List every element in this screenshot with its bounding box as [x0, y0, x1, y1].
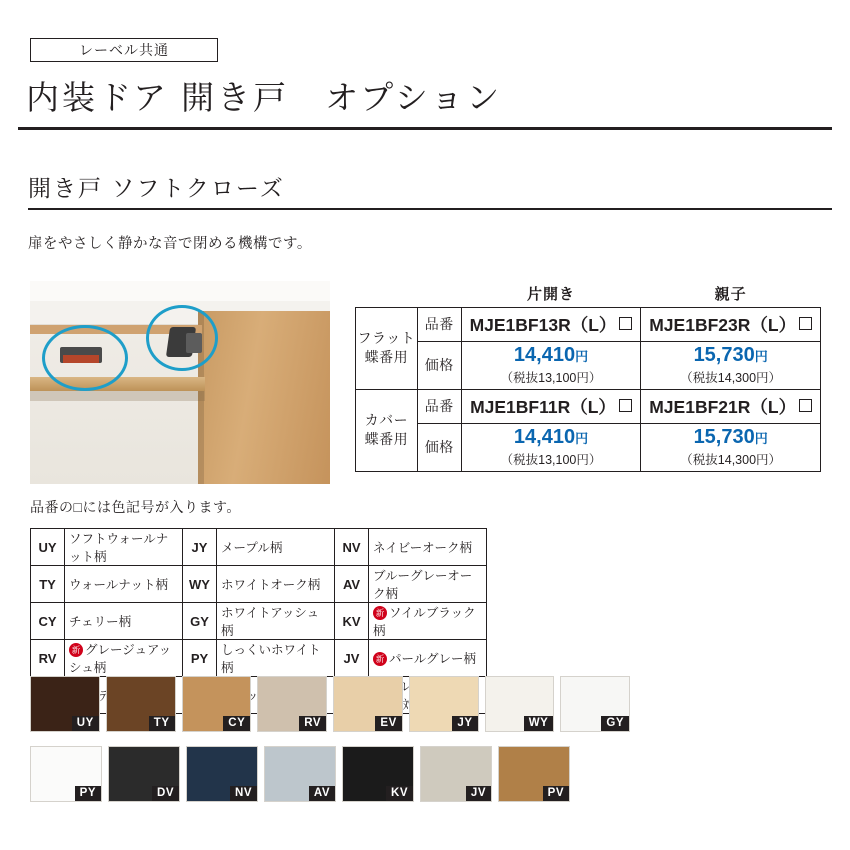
- section-title: 開き戸 ソフトクローズ: [28, 175, 285, 201]
- section-divider: [28, 208, 832, 210]
- swatch-code-label: KV: [386, 786, 413, 801]
- swatch-code-label: EV: [375, 716, 401, 731]
- new-badge-icon: 新: [373, 652, 387, 666]
- spec-row-cover-code: [356, 389, 821, 423]
- spec-code-cover-double: [641, 389, 821, 423]
- color-code-value: ホワイトアッシュ柄: [217, 603, 335, 640]
- swatch[interactable]: [30, 676, 100, 732]
- color-code-row: [31, 529, 487, 566]
- spec-price-cover-single-value: 14,410: [513, 426, 576, 448]
- swatch-code-label: WY: [524, 716, 554, 731]
- color-code-key: JV: [335, 640, 369, 677]
- swatch-code-label: AV: [309, 786, 335, 801]
- spec-rowlabel-flat-line2: 蝶番用: [364, 349, 409, 365]
- spec-code-flat-double: [641, 307, 821, 341]
- new-badge-icon: 新: [69, 643, 83, 657]
- photo-ceiling-highlight: [30, 281, 330, 301]
- color-code-value: メープル柄: [217, 529, 335, 566]
- spec-table-wrapper: [355, 281, 821, 472]
- spec-rowlabel-cover-line1: カバー: [364, 412, 409, 429]
- spec-code-label-flat: 品番: [417, 307, 461, 341]
- title-divider: [18, 127, 832, 130]
- swatch[interactable]: [409, 676, 479, 732]
- product-photo: [30, 281, 330, 484]
- swatch[interactable]: [498, 746, 570, 802]
- color-code-row: [31, 640, 487, 677]
- spec-price-label-cover: 価格: [417, 423, 461, 471]
- swatch[interactable]: [420, 746, 492, 802]
- color-code-value: 新 パールグレー柄: [369, 640, 487, 677]
- page-title: 内装ドア 開き戸 オプション: [26, 79, 503, 116]
- swatch-row: [30, 676, 630, 732]
- yen-unit: 円: [754, 431, 768, 446]
- swatch-grid: [30, 676, 630, 816]
- spec-column-header-2: 親子: [714, 286, 747, 304]
- color-code-row: [31, 603, 487, 640]
- color-code-key: JY: [183, 529, 217, 566]
- spec-header-spacer-1: [356, 281, 418, 307]
- spec-code-label-cover: 品番: [417, 389, 461, 423]
- swatch-code-label: CY: [223, 716, 250, 731]
- spec-price-flat-double-tax: （税抜14,300円）: [680, 371, 782, 385]
- swatch[interactable]: [342, 746, 414, 802]
- swatch-code-label: GY: [601, 716, 629, 731]
- spec-code-cover-single: [461, 389, 641, 423]
- color-code-key: UY: [31, 529, 65, 566]
- new-badge-icon: 新: [373, 606, 387, 620]
- spec-price-flat-double-value: 15,730: [693, 344, 755, 366]
- spec-price-flat-double: [641, 341, 821, 389]
- spec-rowlabel-flat: [356, 307, 418, 389]
- color-code-key: WY: [183, 566, 217, 603]
- swatch-code-label: UY: [72, 716, 99, 731]
- spec-price-cover-single: [461, 423, 641, 471]
- spec-price-flat-single-tax: （税抜13,100円）: [500, 371, 602, 385]
- section-description: 扉をやさしく静かな音で閉める機構です。: [28, 236, 312, 252]
- photo-callout-circle-left: [42, 325, 128, 391]
- color-code-value: ネイビーオーク柄: [369, 529, 487, 566]
- swatch-code-label: NV: [230, 786, 257, 801]
- swatch[interactable]: [560, 676, 630, 732]
- color-code-value: 新 ソイルブラック柄: [369, 603, 487, 640]
- spec-table: [355, 281, 821, 472]
- color-code-box-icon: [619, 317, 632, 330]
- spec-price-label-flat: 価格: [417, 341, 461, 389]
- color-code-row: [31, 566, 487, 603]
- swatch-row: [30, 746, 630, 802]
- swatch-code-label: JV: [466, 786, 491, 801]
- color-code-value: しっくいホワイト柄: [217, 640, 335, 677]
- spec-row-flat-price: [356, 341, 821, 389]
- color-code-key: TY: [31, 566, 65, 603]
- spec-price-cover-double: [641, 423, 821, 471]
- spec-row-cover-price: [356, 423, 821, 471]
- spec-column-header-1: 片開き: [526, 286, 575, 304]
- spec-price-flat-single-value: 14,410: [513, 344, 576, 366]
- spec-price-cover-single-tax: （税抜13,100円）: [500, 453, 602, 467]
- spec-code-flat-single-text: MJE1BF13R（L）: [469, 314, 617, 335]
- color-code-key: KV: [335, 603, 369, 640]
- spec-header-row: [356, 281, 821, 307]
- color-code-box-icon: [799, 399, 812, 412]
- spec-rowlabel-cover-line2: 蝶番用: [364, 431, 409, 447]
- spec-code-cover-single-text: MJE1BF11R（L）: [470, 396, 616, 417]
- yen-unit: 円: [575, 431, 589, 446]
- swatch-code-label: PV: [543, 786, 569, 801]
- photo-callout-circle-right: [146, 305, 218, 371]
- spec-price-cover-double-value: 15,730: [693, 426, 755, 448]
- color-code-key: PY: [183, 640, 217, 677]
- color-code-note: 品番の□には色記号が入ります。: [30, 499, 241, 515]
- spec-row-flat-code: [356, 307, 821, 341]
- spec-code-flat-double-text: MJE1BF23R（L）: [649, 314, 797, 335]
- color-code-value: 新 グレージュアッシュ柄: [65, 640, 183, 677]
- spec-price-flat-single: [461, 341, 641, 389]
- swatch-code-label: DV: [152, 786, 179, 801]
- swatch[interactable]: [182, 676, 252, 732]
- swatch[interactable]: [333, 676, 403, 732]
- swatch-code-label: PY: [75, 786, 101, 801]
- spec-rowlabel-cover: [356, 389, 418, 471]
- spec-code-cover-double-text: MJE1BF21R（L）: [649, 396, 797, 417]
- swatch[interactable]: [30, 746, 102, 802]
- label-badge: [30, 38, 218, 62]
- swatch-code-label: RV: [299, 716, 326, 731]
- color-code-value: ホワイトオーク柄: [217, 566, 335, 603]
- color-code-key: NV: [335, 529, 369, 566]
- spec-price-cover-double-tax: （税抜14,300円）: [680, 453, 782, 467]
- spec-header-spacer-2: [417, 281, 461, 307]
- color-code-value: ウォールナット柄: [65, 566, 183, 603]
- swatch[interactable]: [186, 746, 258, 802]
- color-code-value: ブルーグレーオーク柄: [369, 566, 487, 603]
- color-code-box-icon: [619, 399, 632, 412]
- swatch-code-label: JY: [452, 716, 477, 731]
- yen-unit: 円: [754, 349, 768, 364]
- photo-shelf-shadow: [30, 391, 205, 401]
- color-code-value: チェリー柄: [65, 603, 183, 640]
- color-code-key: AV: [335, 566, 369, 603]
- swatch[interactable]: [108, 746, 180, 802]
- spec-rowlabel-flat-line1: フラット: [357, 330, 416, 347]
- spec-code-flat-single: [461, 307, 641, 341]
- color-code-key: GY: [183, 603, 217, 640]
- color-code-box-icon: [799, 317, 812, 330]
- swatch[interactable]: [485, 676, 555, 732]
- swatch[interactable]: [257, 676, 327, 732]
- label-badge-text: レーベル共通: [79, 42, 169, 58]
- color-code-key: CY: [31, 603, 65, 640]
- swatch[interactable]: [264, 746, 336, 802]
- swatch-code-label: TY: [149, 716, 175, 731]
- swatch[interactable]: [106, 676, 176, 732]
- color-code-value: ソフトウォールナット柄: [65, 529, 183, 566]
- color-code-key: RV: [31, 640, 65, 677]
- yen-unit: 円: [575, 349, 589, 364]
